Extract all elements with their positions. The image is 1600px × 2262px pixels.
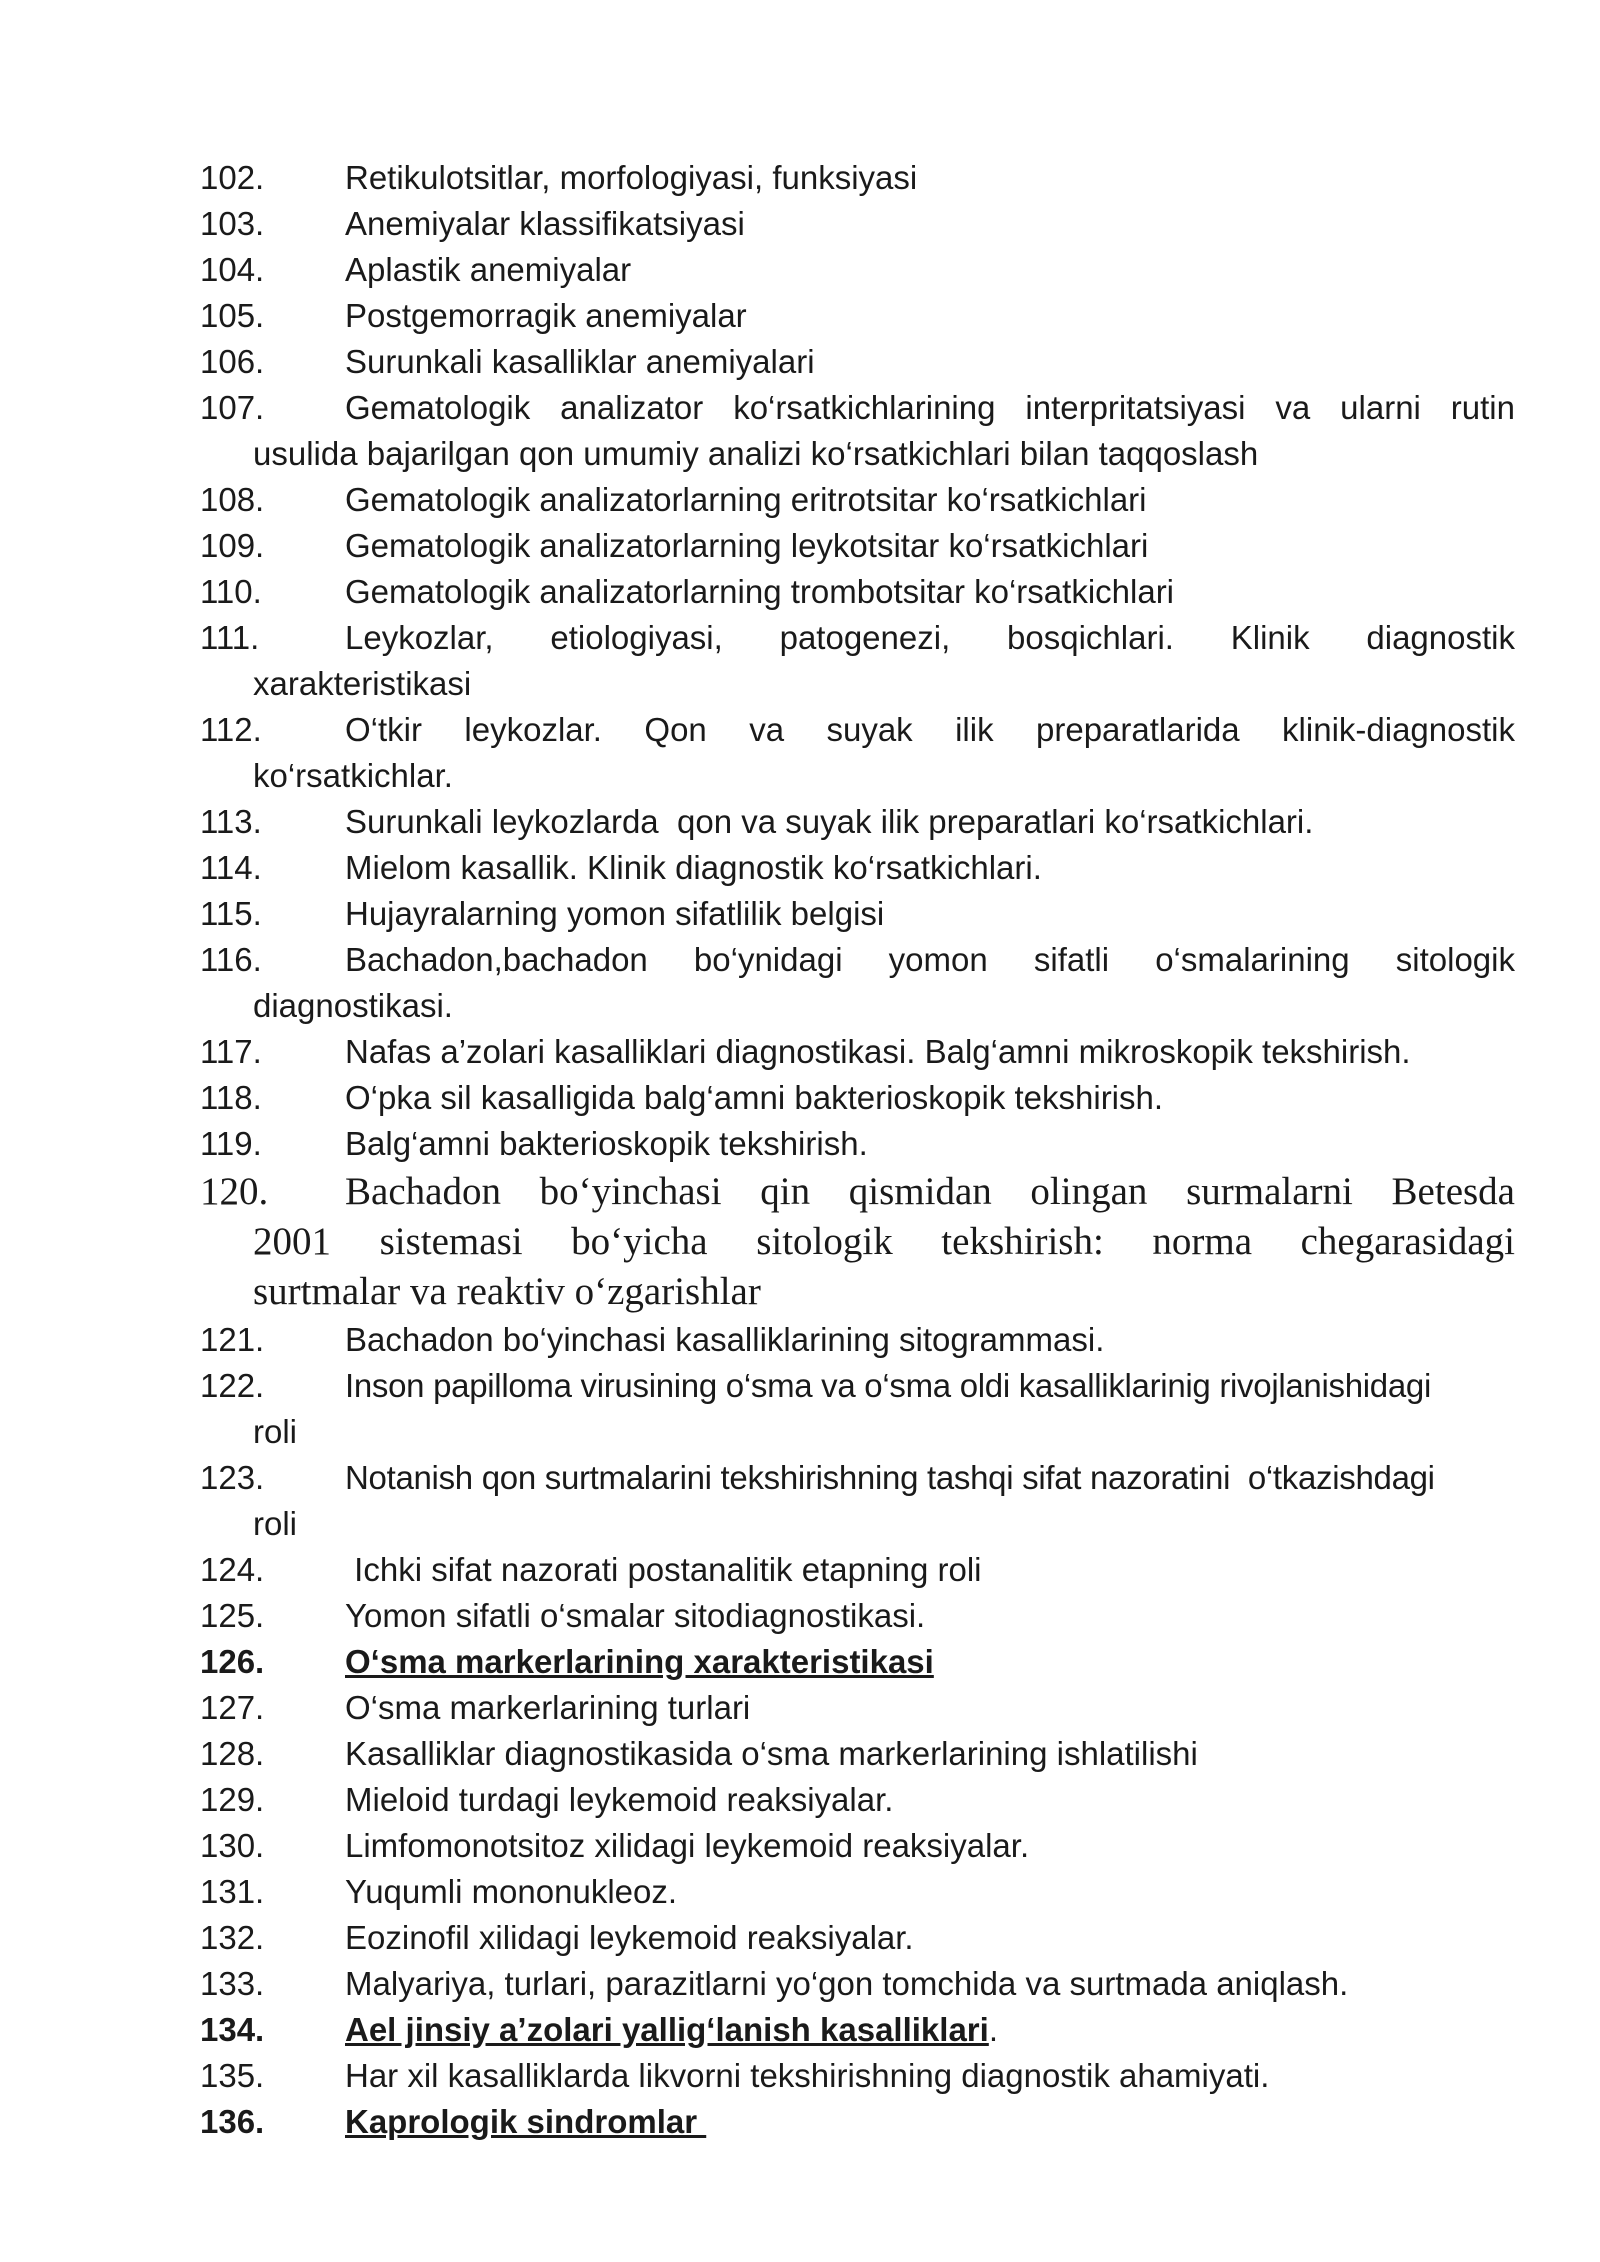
list-item: [200, 937, 1515, 1029]
item-text: Aplastik anemiyalar: [345, 251, 632, 288]
item-text: O‘pka sil kasalligida balg‘amni bakterioskopik tekshirish.: [345, 1079, 1164, 1116]
item-text: Bachadon bo‘yinchasi kasalliklarining sitogrammasi.: [345, 1321, 1105, 1358]
list-item: [200, 293, 1515, 339]
item-number: 133.: [200, 1965, 265, 2002]
item-text: Mielom kasallik. Klinik diagnostik ko‘rsatkichlari.: [345, 849, 1042, 886]
item-text-continuation: usulida bajarilgan qon umumiy analizi ko‘rsatkichlari bilan taqqoslash: [253, 435, 1259, 472]
list-item: [200, 1685, 1515, 1731]
item-number: 121.: [200, 1321, 265, 1358]
list-item: [200, 1593, 1515, 1639]
list-item: [200, 569, 1515, 615]
list-item: [200, 891, 1515, 937]
item-text-continuation: ko‘rsatkichlar.: [253, 757, 453, 794]
item-text-line: Notanish qon surtmalarini tekshirishning tashqi sifat nazoratini o‘tkazishdagi: [345, 1459, 1435, 1496]
item-number: 126.: [200, 1643, 265, 1680]
list-item: [200, 1363, 1515, 1455]
item-text-continuation: roli: [253, 1413, 298, 1450]
item-text: Ael jinsiy a’zolari yallig‘lanish kasalliklari: [345, 2011, 989, 2048]
item-number: 120.: [200, 1170, 269, 1213]
item-number: 117.: [200, 1033, 262, 1070]
item-number: 107.: [200, 389, 265, 426]
item-text: Nafas a’zolari kasalliklari diagnostikasi. Balg‘amni mikroskopik tekshirish.: [345, 1033, 1411, 1070]
item-number: 124.: [200, 1551, 265, 1588]
item-text-line: O‘tkir leykozlar. Qon va suyak ilik preparatlarida klinik-diagnostik: [345, 711, 1515, 748]
item-number: 110.: [200, 573, 262, 610]
item-number: 122.: [200, 1367, 265, 1404]
list-item: [200, 845, 1515, 891]
list-item: [200, 707, 1515, 799]
list-item: [200, 799, 1515, 845]
item-text-line: Gematologik analizator ko‘rsatkichlarining interpritatsiyasi va ularni rutin: [345, 389, 1515, 426]
item-number: 125.: [200, 1597, 265, 1634]
list-item: [200, 2007, 1515, 2053]
item-number: 113.: [200, 803, 262, 840]
item-text-continuation: surtmalar va reaktiv o‘zgarishlar: [253, 1270, 761, 1313]
item-number: 105.: [200, 297, 265, 334]
item-text: Gematologik analizatorlarning leykotsitar ko‘rsatkichlari: [345, 527, 1149, 564]
item-number: 134.: [200, 2011, 265, 2048]
item-text-continuation: roli: [253, 1505, 298, 1542]
item-number: 123.: [200, 1459, 265, 1496]
item-number: 111.: [200, 619, 260, 656]
item-number: 116.: [200, 941, 262, 978]
item-number: 102.: [200, 159, 265, 196]
list-item: [200, 2053, 1515, 2099]
list-item: [200, 1029, 1515, 1075]
item-text-continuation: diagnostikasi.: [253, 987, 453, 1024]
item-number: 114.: [200, 849, 262, 886]
item-number: 130.: [200, 1827, 265, 1864]
item-text-line: Inson papilloma virusining o‘sma va o‘sma oldi kasalliklarinig rivojlanishidagi: [345, 1367, 1431, 1404]
item-text-continuation: 2001 sistemasi bo‘yicha sitologik tekshirish: norma chegarasidagi: [253, 1220, 1515, 1263]
list-item: [200, 1961, 1515, 2007]
item-text-line: Bachadon,bachadon bo‘ynidagi yomon sifatli o‘smalarining sitologik: [345, 941, 1515, 978]
list-item: [200, 1639, 1515, 1685]
item-text: Kaprologik sindromlar: [345, 2103, 707, 2140]
list-item: [200, 247, 1515, 293]
list-item: [200, 385, 1515, 477]
item-text: Ichki sifat nazorati postanalitik etapning roli: [345, 1551, 982, 1588]
item-number: 104.: [200, 251, 265, 288]
list-item: [200, 1167, 1515, 1317]
numbered-list: [200, 155, 1515, 2145]
item-number: 109.: [200, 527, 265, 564]
item-text: Mieloid turdagi leykemoid reaksiyalar.: [345, 1781, 894, 1818]
item-number: 106.: [200, 343, 265, 380]
item-text: Malyariya, turlari, parazitlarni yo‘gon tomchida va surtmada aniqlash.: [345, 1965, 1349, 2002]
list-item: [200, 1869, 1515, 1915]
item-text: Anemiyalar klassifikatsiyasi: [345, 205, 745, 242]
item-number: 103.: [200, 205, 265, 242]
item-number: 127.: [200, 1689, 265, 1726]
item-text: Surunkali leykozlarda qon va suyak ilik preparatlari ko‘rsatkichlari.: [345, 803, 1314, 840]
item-text: Retikulotsitlar, morfologiyasi, funksiyasi: [345, 159, 918, 196]
item-text: Balg‘amni bakterioskopik tekshirish.: [345, 1125, 868, 1162]
item-text: Gematologik analizatorlarning eritrotsitar ko‘rsatkichlari: [345, 481, 1147, 518]
item-number: 128.: [200, 1735, 265, 1772]
list-item: [200, 1121, 1515, 1167]
item-number: 118.: [200, 1079, 262, 1116]
item-text: O‘sma markerlarining turlari: [345, 1689, 751, 1726]
item-text: Kasalliklar diagnostikasida o‘sma markerlarining ishlatilishi: [345, 1735, 1198, 1772]
item-text-line: Leykozlar, etiologiyasi, patogenezi, bosqichlari. Klinik diagnostik: [345, 619, 1515, 656]
item-text: Yomon sifatli o‘smalar sitodiagnostikasi.: [345, 1597, 926, 1634]
list-item: [200, 1777, 1515, 1823]
item-text: Surunkali kasalliklar anemiyalari: [345, 343, 815, 380]
item-text-continuation: xarakteristikasi: [253, 665, 472, 702]
item-text: Limfomonotsitoz xilidagi leykemoid reaksiyalar.: [345, 1827, 1030, 1864]
list-item: [200, 615, 1515, 707]
item-text: Postgemorragik anemiyalar: [345, 297, 747, 334]
list-item: [200, 339, 1515, 385]
item-number: 135.: [200, 2057, 265, 2094]
item-text: Hujayralarning yomon sifatlilik belgisi: [345, 895, 885, 932]
item-number: 132.: [200, 1919, 265, 1956]
item-text: O‘sma markerlarining xarakteristikasi: [345, 1643, 934, 1680]
list-item: [200, 201, 1515, 247]
item-text: Eozinofil xilidagi leykemoid reaksiyalar.: [345, 1919, 914, 1956]
item-text-suffix: .: [988, 2011, 998, 2048]
item-number: 115.: [200, 895, 262, 932]
item-number: 119.: [200, 1125, 262, 1162]
list-item: [200, 1455, 1515, 1547]
item-text: Yuqumli mononukleoz.: [345, 1873, 678, 1910]
item-number: 129.: [200, 1781, 265, 1818]
list-item: [200, 1915, 1515, 1961]
item-text: Gematologik analizatorlarning trombotsitar ko‘rsatkichlari: [345, 573, 1175, 610]
list-item: [200, 1317, 1515, 1363]
item-number: 112.: [200, 711, 262, 748]
item-text-line: Bachadon bo‘yinchasi qin qismidan olingan surmalarni Betesda: [345, 1170, 1515, 1213]
list-item: [200, 2099, 1515, 2145]
list-item: [200, 523, 1515, 569]
list-item: [200, 1731, 1515, 1777]
list-item: [200, 477, 1515, 523]
item-number: 108.: [200, 481, 265, 518]
item-number: 131.: [200, 1873, 265, 1910]
list-item: [200, 1075, 1515, 1121]
list-item: [200, 155, 1515, 201]
list-item: [200, 1823, 1515, 1869]
list-item: [200, 1547, 1515, 1593]
item-number: 136.: [200, 2103, 265, 2140]
item-text: Har xil kasalliklarda likvorni tekshirishning diagnostik ahamiyati.: [345, 2057, 1270, 2094]
